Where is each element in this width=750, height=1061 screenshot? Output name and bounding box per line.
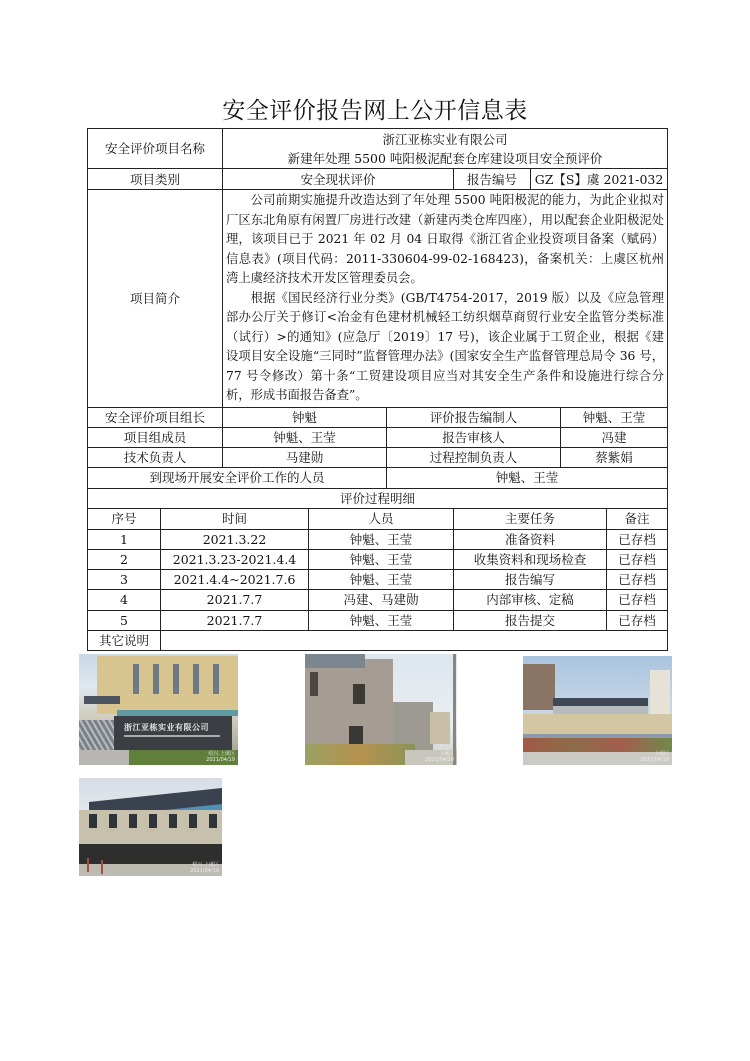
onsite-value: 钟魁、王莹	[387, 467, 668, 488]
category-value: 安全现状评价	[223, 169, 454, 190]
info-table	[87, 128, 668, 651]
cell-time: 2021.7.7	[161, 610, 309, 630]
old-building-photo	[305, 654, 457, 765]
report-no-value: GZ【S】虞 2021-032	[531, 169, 668, 190]
warehouse-windows	[89, 814, 219, 828]
reviewer-value: 冯建	[561, 427, 668, 447]
category-label: 项目类别	[88, 169, 223, 190]
leader-label: 安全评价项目组长	[88, 407, 223, 427]
summary-paragraph: 公司前期实施提升改造达到了年处理 5500 吨阳极泥的能力，为此企业拟对厂区东北角原有闲置厂房进行改建（新建丙类仓库四座），用以配套企业阳极泥处理，该项目已于 2021 年 02 月 04 日取得《浙江省企业投资项目备案（赋码）信息表》(项目代码：2011-330604-99-02-168423)，备案机关：上虞区杭州湾上虞经济技术开发区管理委员会。	[226, 193, 665, 285]
factory-wall-photo	[523, 656, 672, 765]
sliding-gate	[79, 720, 115, 750]
cell-task: 内部审核、定稿	[454, 589, 607, 610]
brick-building	[523, 664, 555, 710]
members-label: 项目组成员	[88, 427, 223, 447]
cell-time: 2021.3.22	[161, 529, 309, 549]
reviewer-label: 报告审核人	[387, 427, 561, 447]
factory-roof	[553, 698, 648, 706]
cell-person: 冯建、马建勋	[309, 589, 454, 610]
table-row	[88, 610, 668, 630]
tech-label: 技术负责人	[88, 447, 223, 467]
page-title: 安全评价报告网上公开信息表	[222, 98, 528, 124]
author-label: 评价报告编制人	[387, 407, 561, 427]
table-row	[88, 589, 668, 610]
company-name: 浙江亚栋实业有限公司	[382, 131, 508, 147]
cell-seq: 5	[88, 610, 161, 630]
building-windows	[119, 664, 229, 694]
author-value: 钟魁、王莹	[561, 407, 668, 427]
company-sign-subtext	[124, 735, 220, 737]
process-header-row	[88, 508, 668, 529]
table-row	[88, 569, 668, 589]
entrance-canopy	[84, 696, 120, 704]
cell-seq: 2	[88, 549, 161, 569]
summary-label: 项目简介	[88, 190, 223, 408]
company-sign-wall	[114, 716, 232, 750]
process-value: 蔡紫娟	[561, 447, 668, 467]
building-far	[430, 712, 450, 744]
project-name-label: 安全评价项目名称	[88, 129, 223, 169]
cell-person: 钟魁、王莹	[309, 610, 454, 630]
summary-text	[223, 190, 668, 408]
building-side-window	[310, 672, 318, 696]
cell-seq: 1	[88, 529, 161, 549]
onsite-label: 到现场开展安全评价工作的人员	[88, 467, 387, 488]
cell-task: 准备资料	[454, 529, 607, 549]
header-time: 时间	[161, 508, 309, 529]
cell-task: 收集资料和现场检查	[454, 549, 607, 569]
other-label: 其它说明	[88, 630, 161, 650]
leader-value: 钟魁	[223, 407, 387, 427]
header-note: 备注	[607, 508, 668, 529]
header-person: 人员	[309, 508, 454, 529]
photo-stamp: 绍兴.上虞区 2021/04/19	[206, 751, 235, 763]
process-label: 过程控制负责人	[387, 447, 561, 467]
project-title: 新建年处理 5500 吨阳极泥配套仓库建设项目安全预评价	[287, 150, 603, 166]
tech-value: 马建勋	[223, 447, 387, 467]
process-section-title: 评价过程明细	[88, 488, 668, 508]
header-task: 主要任务	[454, 508, 607, 529]
building-roofline	[305, 654, 365, 668]
cell-task: 报告提交	[454, 610, 607, 630]
weeds	[305, 744, 415, 765]
photo-stamp: 绍兴.上虞区 2021/04/19	[190, 862, 219, 874]
pavement	[79, 750, 129, 765]
cell-note: 已存档	[607, 610, 668, 630]
company-gate-photo	[79, 654, 238, 765]
bollard	[87, 858, 89, 872]
cell-person: 钟魁、王莹	[309, 529, 454, 549]
summary-paragraph: 根据《国民经济行业分类》(GB/T4754-2017，2019 版）以及《应急管理部办公厅关于修订<冶金有色建材机械轻工纺织烟草商贸行业安全监管分类标准（试行）>的通知》(应急厅〔2019〕17 号)，该企业属于工贸企业，根据《建设项目安全设施“三同时”监督管理办法》(国家安全生产监督管理总局令 36 号，77 号令修改）第十条“工贸建设项目应当对其安全生产条件和设施进行综合分析，形成书面报告备查”。	[226, 290, 665, 402]
cell-task: 报告编写	[454, 569, 607, 589]
cell-note: 已存档	[607, 549, 668, 569]
cell-person: 钟魁、王莹	[309, 549, 454, 569]
table-row	[88, 529, 668, 549]
company-sign-text: 浙江亚栋实业有限公司	[124, 722, 209, 732]
bollard	[101, 860, 103, 874]
pole	[453, 654, 456, 765]
cell-time: 2021.3.23-2021.4.4	[161, 549, 309, 569]
warehouse-photo	[79, 778, 222, 876]
cell-note: 已存档	[607, 569, 668, 589]
shrubs	[523, 738, 672, 752]
photo-stamp: 上虞区 2021/04/19	[640, 751, 669, 763]
other-value	[161, 630, 668, 650]
cell-seq: 4	[88, 589, 161, 610]
project-name-value	[223, 129, 668, 169]
cell-time: 2021.4.4~2021.7.6	[161, 569, 309, 589]
cell-note: 已存档	[607, 529, 668, 549]
members-value: 钟魁、王莹	[223, 427, 387, 447]
building-upper-window	[353, 684, 365, 704]
report-no-label: 报告编号	[454, 169, 531, 190]
table-row	[88, 549, 668, 569]
cell-person: 钟魁、王莹	[309, 569, 454, 589]
photo-stamp: 上虞区 2021/04/19	[425, 751, 454, 763]
header-seq: 序号	[88, 508, 161, 529]
cell-time: 2021.7.7	[161, 589, 309, 610]
cell-seq: 3	[88, 569, 161, 589]
cell-note: 已存档	[607, 589, 668, 610]
